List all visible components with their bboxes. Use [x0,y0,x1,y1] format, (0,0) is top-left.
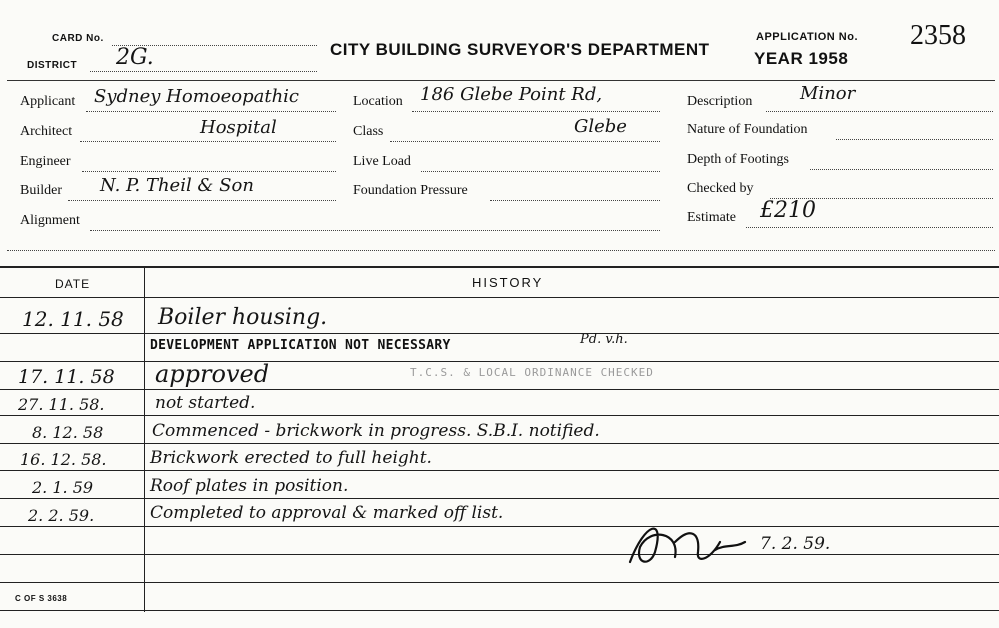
date-column-header: DATE [55,277,91,291]
description-value: Minor [800,83,856,104]
engineer-line [82,171,336,172]
depth-of-footings-line [810,169,993,170]
nature-of-foundation-label: Nature of Foundation [687,122,808,137]
location-label: Location [353,94,403,109]
district-line [90,71,317,72]
department-title: CITY BUILDING SURVEYOR'S DEPARTMENT [330,40,710,59]
ruled-line [0,554,999,555]
depth-of-footings-label: Depth of Footings [687,152,789,167]
architect-line [80,141,336,142]
applicant-value: Sydney Homoeopathic [94,86,300,107]
description-label: Description [687,94,753,109]
year-label: YEAR 1958 [754,49,849,68]
location-value: 186 Glebe Point Rd, [420,84,603,105]
history-date: 2. 1. 59 [32,478,94,497]
history-date: 8. 12. 58 [32,423,104,442]
ruled-line [0,470,999,471]
alignment-label: Alignment [20,213,80,228]
development-application-stamp: DEVELOPMENT APPLICATION NOT NECESSARY [150,338,451,353]
application-number: 2358 [910,20,966,51]
estimate-line [746,227,993,228]
card-no-label: CARD No. [52,33,104,44]
builder-line [68,200,336,201]
history-text: Boiler housing. [158,305,328,330]
checked-by-label: Checked by [687,181,754,196]
inspector-signature [620,512,750,572]
location-line [412,111,660,112]
builder-label: Builder [20,183,62,198]
live-load-label: Live Load [353,154,411,169]
history-text: Commenced - brickwork in progress. S.B.I. notified. [152,421,600,441]
history-date: 27. 11. 58. [18,395,105,414]
class-value: Glebe [574,116,627,137]
history-top-rule [0,266,999,268]
estimate-value: £210 [760,198,816,223]
history-column-divider [144,266,145,612]
district-value: 2G. [116,45,154,70]
nature-of-foundation-line [836,139,993,140]
ruled-line [0,526,999,527]
foundation-pressure-label: Foundation Pressure [353,183,468,198]
ruled-line [0,610,999,611]
history-text: Completed to approval & marked off list. [150,503,504,523]
ruled-line [0,415,999,416]
history-text: Roof plates in position. [150,476,349,496]
application-no-label: APPLICATION No. [756,31,859,43]
faint-checked-stamp: T.C.S. & LOCAL ORDINANCE CHECKED [410,366,654,379]
form-code: C OF S 3638 [15,594,68,603]
description-line [766,111,993,112]
ruled-line [0,361,999,362]
history-header-rule [0,297,999,298]
applicant-label: Applicant [20,94,76,109]
applicant-line [86,111,336,112]
estimate-label: Estimate [687,210,736,225]
builder-value: N. P. Theil & Son [100,175,254,196]
history-text: Brickwork erected to full height. [150,448,432,468]
signature-date: 7. 2. 59. [760,534,831,554]
class-label: Class [353,124,384,139]
fields-bottom-line [7,250,995,251]
stamp-initials: Pd. v.h. [580,332,628,347]
history-date: 16. 12. 58. [20,450,107,469]
header-rule [7,80,995,81]
live-load-line [421,171,660,172]
architect-label: Architect [20,124,73,139]
ruled-line [0,443,999,444]
history-column-header: HISTORY [472,275,544,290]
alignment-line [90,230,660,231]
ruled-line [0,582,999,583]
engineer-label: Engineer [20,154,71,169]
ruled-line [0,333,999,334]
history-text: approved [155,360,270,388]
history-date: 12. 11. 58 [22,307,124,331]
history-text: not started. [155,393,256,413]
ruled-line [0,498,999,499]
history-date: 2. 2. 59. [28,506,95,525]
foundation-pressure-line [490,200,660,201]
class-line [390,141,660,142]
ruled-line [0,389,999,390]
history-date: 17. 11. 58 [18,366,115,388]
district-label: DISTRICT [27,60,78,71]
architect-value: Hospital [200,117,277,138]
